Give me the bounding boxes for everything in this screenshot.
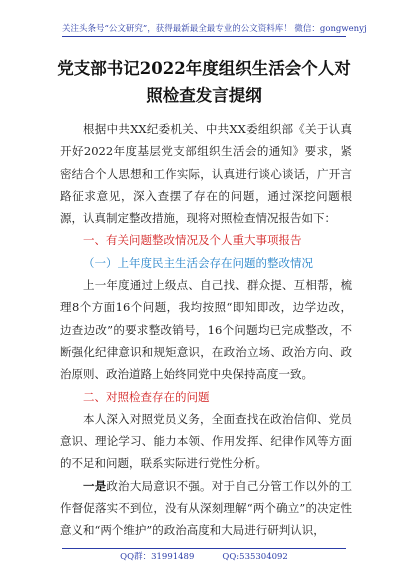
document-title xyxy=(55,55,353,109)
title-line-1: 党支部书记2022年度组织生活会个人对 xyxy=(57,59,351,78)
section-1-heading: 一、有关问题整改情况及个人重大事项报告 xyxy=(83,233,302,248)
point-1-paragraph xyxy=(60,475,352,542)
point-1-text: 政治大局意识不强。对于自己分管工作以外的工作督促落实不到位，没有从深刻理解“两个确立”的决定性意义和“两个维护”的政治高度和大局进行研判认识， xyxy=(60,478,353,538)
subsection-1-paragraph: 上一年度通过上级点、自己找、群众提、互相帮，梳理8个方面16个问题，我均按照“即知即改，边学边改，边查边改”的要求整改销号，16个问题均已完成整改，不断强化纪律意识和规矩意识，在政治立场、政治方向、政治原则、政治道路上始终同党中央保持高度一致。 xyxy=(60,278,352,382)
document-body xyxy=(60,118,352,542)
section-2-heading: 二、对照检查存在的问题 xyxy=(83,389,210,404)
footer-divider xyxy=(62,548,346,549)
footer-contact xyxy=(62,550,346,562)
footer-qq-group: QQ群：31991489 xyxy=(120,552,195,562)
header-divider xyxy=(62,36,346,37)
title-line-2: 照检查发言提纲 xyxy=(146,86,262,105)
intro-paragraph: 根据中共XX纪委机关、中共XX委组织部《关于认真开好2022年度基层党支部组织生活会的通知》要求，紧密结合个人思想和工作实际，认真进行谈心谈话，广开言路征求意见，深入查摆了存在的问题，通过深挖问题根源，认真制定整改措施，现将对照检查情况报告如下： xyxy=(60,122,352,226)
point-1-lead: 一是 xyxy=(83,478,107,493)
footer-qq: QQ:535304092 xyxy=(222,552,288,562)
subsection-1-heading: （一）上年度民主生活会存在问题的整改情况 xyxy=(83,255,313,270)
section-2-paragraph: 本人深入对照党员义务，全面查找在政治信仰、党员意识、理论学习、能力本领、作用发挥、纪律作风等方面的不足和问题，联系实际进行党性分析。 xyxy=(60,411,352,471)
header-banner: 关注头条号“公文研究”，获得最新最全最专业的公文资料库！ 微信：gongwenyj xyxy=(62,24,367,34)
